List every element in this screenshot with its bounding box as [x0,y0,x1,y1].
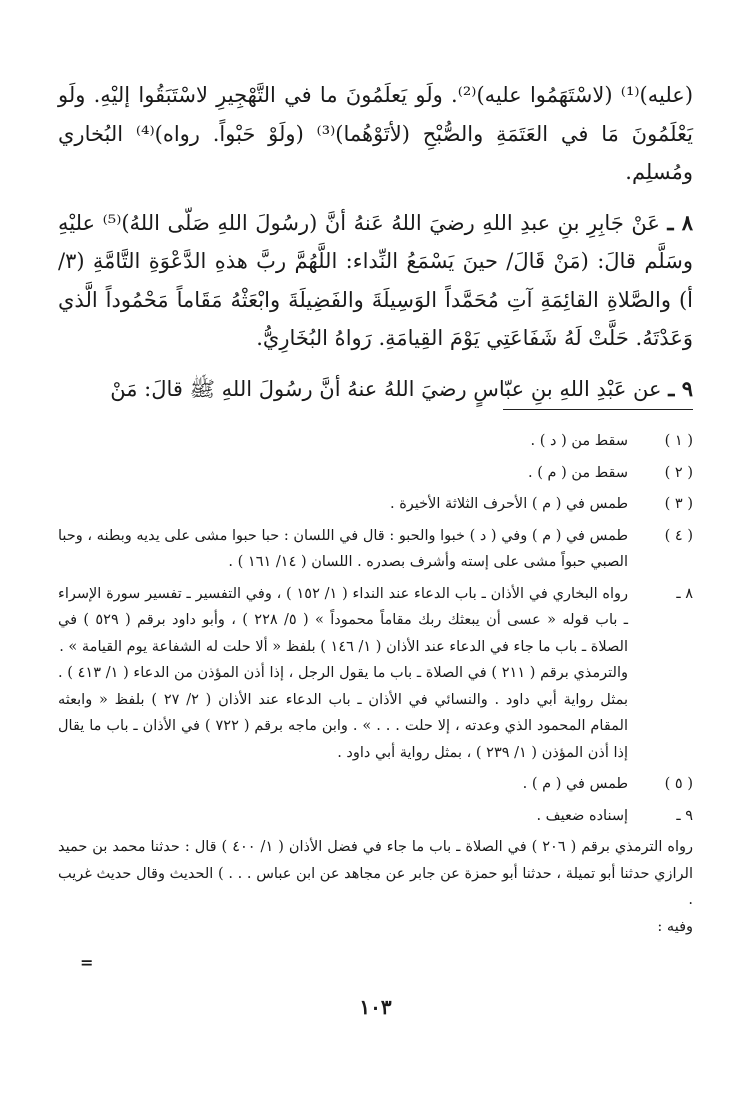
footnote-label: ٩ ـ [676,807,693,824]
footnote-text: رواه البخاري في الأذان ـ باب الدعاء عند النداء ( ١/ ١٥٢ ) ، وفي التفسير ـ تفسير سورة الإسراء ـ باب قوله « عسى أن يبعثك ربك مقاماً محموداً » ( ٥/ ٢٢٨ ) ، وأبو داود برقم ( ٥٢٩ ) في الصلاة ـ باب ما جاء في الدعاء عند الأذان ( ١/ ١٤٦ ) بلفظ « ألا حلت له الشفاعة يوم القيامة » . [58,585,628,655]
footnote-text: طمس في ( م ) وفي ( د ) خبوا والحبو : قال في اللسان : حبا حبوا مشى على يديه وبطنه ، وحبا الصبي حبواً مشى على إسته وأشرف بصدره . اللسان ( ١٤/ ١٦١ ) . [58,527,628,570]
footnote-label: ( ٣ ) [664,496,693,512]
page-number: ١٠٣ [359,995,392,1019]
footnote-label: ( ١ ) [664,433,693,449]
footnote-label: ( ٥ ) [664,776,693,792]
footnote-text: والترمذي برقم ( ٢١١ ) في الصلاة ـ باب ما يقول الرجل ، إذا أذن المؤذن من الدعاء ( ١/ ٤١٣ ) . بمثل رواية أبي داود . والنسائي في الأذان ـ باب الدعاء عند الأذان ( ٢/ ٢٧ ) بلفظ « وابعثه المقام المحمود الذي وعدته ، إلا حلت . . . » . وابن ماجه برقم ( ٧٢٢ ) في الأذان ـ باب ما يقال إذا أذن المؤذن ( ١/ ٢٣٩ ) ، بمثل رواية أبي داود . [58,665,629,761]
paragraph-1: (عليه)⁽¹⁾ (لاسْتَهَمُوا عليه)⁽²⁾. ولَو يَعلَمُونَ ما في التَّهْجِيرِ لاسْتَبَقُوا إليْهِ. ولَو يَعْلَمُونَ مَا في العَتَمَةِ والصُّبْحِ (لأتَوْهُما)⁽³⁾ (ولَوْ حَبْواً. رواه)⁽⁴⁾ البُخاري ومُسلِم. [58,83,694,184]
paragraph-3 [58,370,693,409]
footnotes [58,428,693,940]
paragraph-3-text: عن عَبْدِ اللهِ بنِ عبّاسٍ رضيَ اللهُ عنهُ أنَّ رسُولَ اللهِ ﷺ قالَ: مَنْ [110,376,662,401]
footnote-hadith-9 [58,803,693,830]
paragraph-2-text: عَنْ جَابِرِ بنِ عبدِ اللهِ رضيَ اللهُ عَنهُ أنَّ (رسُولَ اللهِ صَلّى اللهُ)⁽⁵⁾ عليْهِ وسَلَّم قالَ: (مَنْ قَالَ/ حينَ يَسْمَعُ النِّداء: اللَّهُمَّ ربَّ هذهِ الدَّعْوَةِ التَّامَّةِ (٣/ أ) والصَّلاةِ القائِمَةِ آتِ مُحَمَّداً الوَسِيلَةَ والفَضِيلَةَ وابْعَثْهُ مَقَاماً مَحْمُوداً الَّذي وَعَدْتَهُ. حَلَّتْ لَهُ شَفَاعَتِي يَوْمَ القِيامَةِ. رَواهُ البُخَارِيُّ. [58,210,693,350]
footnote-separator [503,409,693,410]
footnote-text: وفيه : [657,918,693,935]
footnote-text: سقط من ( د ) . [530,433,628,449]
footnote-text: طمس في ( م ) الأحرف الثلاثة الأخيرة . [389,496,628,512]
hadith-number-9: ٩ ـ [668,375,693,401]
footnote-label: ٨ ـ [676,585,693,602]
footnote-3 [58,491,693,518]
footnote-label: ( ٢ ) [664,464,693,481]
continuation-mark: = [80,953,94,972]
footnote-5 [58,771,693,798]
footnote-text: طمس في ( م ) . [522,776,628,792]
footnote-4 [58,523,693,576]
footnote-text: إسناده ضعيف . [536,807,628,824]
footnote-continuation [58,834,693,940]
paragraph-2 [58,204,693,358]
footnote-1 [58,428,693,455]
footnote-text: رواه الترمذي برقم ( ٢٠٦ ) في الصلاة ـ باب ما جاء في فضل الأذان ( ١/ ٤٠٠ ) قال : حدثنا محمد بن حميد الرازي حدثنا أبو تميلة ، حدثنا أبو حمزة عن جابر عن مجاهد عن ابن عباس . . . ) الحديث وقال حديث غريب . [58,839,693,908]
footnote-hadith-8 [58,581,693,767]
footnote-label: ( ٤ ) [664,527,693,544]
hadith-number-8: ٨ ـ [667,209,693,235]
footnote-text: سقط من ( م ) . [528,464,628,481]
footnote-2 [58,460,693,487]
main-text [58,76,693,408]
